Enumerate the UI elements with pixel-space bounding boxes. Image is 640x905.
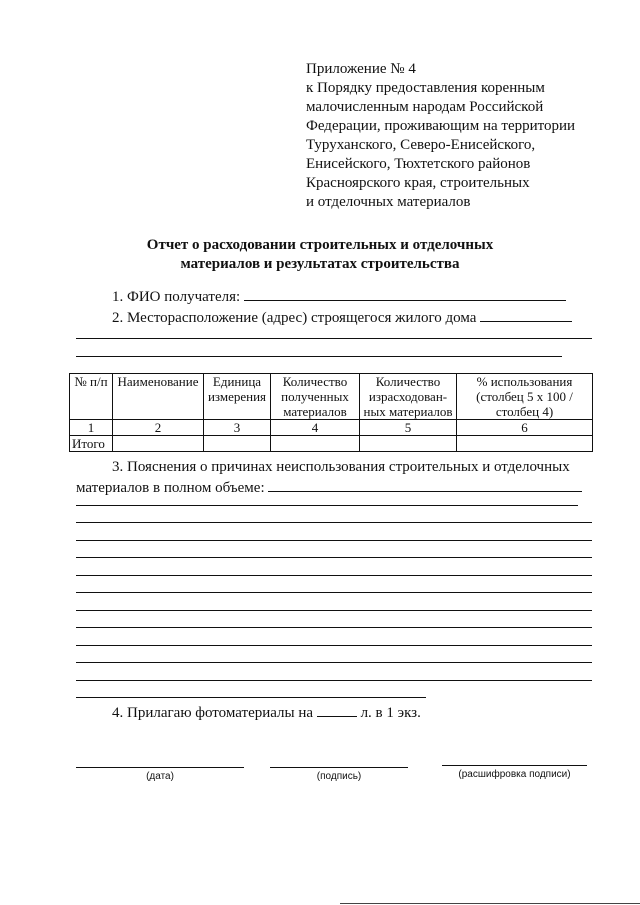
explanation-line[interactable] (76, 680, 592, 681)
explanation-line[interactable] (76, 610, 592, 611)
header-received: Количество полученных материалов (271, 374, 360, 420)
total-cell[interactable] (457, 436, 593, 452)
total-cell[interactable] (360, 436, 457, 452)
explanation-line[interactable] (76, 575, 592, 576)
fio-label: 1. ФИО получателя: (112, 289, 241, 305)
appendix-line: к Порядку предоставления коренным (306, 80, 545, 96)
title-line-2: материалов и результатах строительства (180, 256, 460, 272)
fio-blank-line[interactable] (244, 286, 566, 301)
address-field-row (112, 307, 572, 327)
date-line[interactable] (76, 767, 244, 768)
appendix-line: Красноярского края, строительных (306, 175, 530, 191)
section-3-line-2-row (76, 477, 599, 498)
explanation-line[interactable] (76, 557, 592, 558)
total-label: Итого (70, 436, 113, 452)
explanation-line[interactable] (76, 592, 592, 593)
table-header-row (70, 374, 593, 420)
fio-field-row (112, 286, 566, 306)
total-cell[interactable] (271, 436, 360, 452)
signature-caption: (подпись) (316, 771, 362, 782)
column-number-cell: 6 (457, 420, 593, 436)
section-4-prefix: 4. Прилагаю фотоматериалы на (112, 705, 314, 721)
explanation-line[interactable] (76, 540, 592, 541)
column-number-cell: 2 (113, 420, 204, 436)
column-number-cell: 3 (204, 420, 271, 436)
appendix-line: Туруханского, Северо-Енисейского, (306, 137, 536, 153)
header-name: Наименование (113, 374, 204, 420)
header-number: № п/п (70, 374, 113, 420)
header-unit: Единица измерения (204, 374, 271, 420)
explanation-line[interactable] (76, 522, 592, 523)
decoding-caption: (расшифровка подписи) (458, 769, 571, 780)
explanation-line[interactable] (76, 697, 426, 698)
address-label: 2. Месторасположение (адрес) строящегося жилого дома (112, 310, 477, 326)
header-percent: % использования (столбец 5 х 100 / столбец 4) (457, 374, 593, 420)
explanation-line[interactable] (76, 505, 578, 506)
scan-edge-line (340, 903, 640, 904)
photo-pages-blank[interactable] (317, 702, 357, 717)
appendix-line: Федерации, проживающим на территории (306, 118, 576, 134)
total-cell[interactable] (204, 436, 271, 452)
title-line-1: Отчет о расходовании строительных и отделочных (146, 237, 494, 253)
appendix-line: Приложение № 4 (306, 61, 416, 77)
table-row (70, 420, 593, 436)
address-blank-line[interactable] (480, 307, 572, 322)
section-3-line-2: материалов в полном объеме: (76, 480, 265, 496)
column-number-cell: 5 (360, 420, 457, 436)
decoding-line[interactable] (442, 765, 587, 766)
column-number-cell: 4 (271, 420, 360, 436)
appendix-line: Енисейского, Тюхтетского районов (306, 156, 531, 172)
explanation-blank-line[interactable] (268, 477, 582, 492)
explanation-line[interactable] (76, 627, 592, 628)
materials-table (69, 373, 593, 452)
header-used: Количество израсходован-ных материалов (360, 374, 457, 420)
explanation-line[interactable] (76, 662, 592, 663)
document-title (0, 236, 640, 274)
column-number-cell: 1 (70, 420, 113, 436)
section-3 (76, 458, 599, 498)
appendix-block (306, 60, 575, 212)
section-3-line-1: 3. Пояснения о причинах неиспользования строительных и отделочных (112, 459, 570, 475)
date-caption: (дата) (146, 771, 174, 782)
explanation-line[interactable] (76, 645, 592, 646)
section-4-row (112, 702, 421, 722)
appendix-line: малочисленным народам Российской (306, 99, 544, 115)
address-blank-line-3[interactable] (76, 356, 562, 357)
total-cell[interactable] (113, 436, 204, 452)
table-row-total (70, 436, 593, 452)
address-blank-line-2[interactable] (76, 338, 592, 339)
signature-line[interactable] (270, 767, 408, 768)
section-4-suffix: л. в 1 экз. (360, 705, 421, 721)
appendix-line: и отделочных материалов (306, 194, 471, 210)
